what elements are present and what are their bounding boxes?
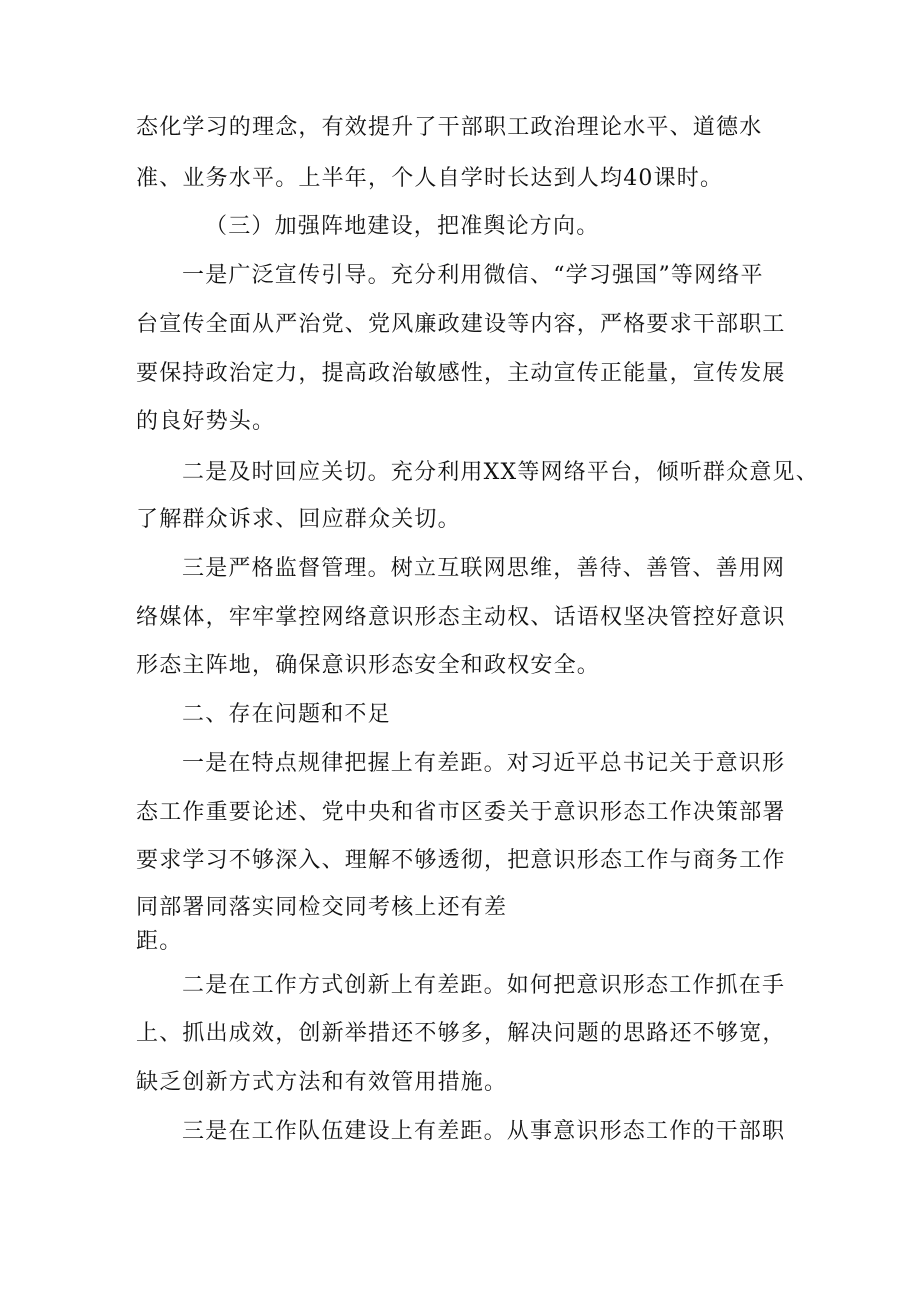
- text-line: 要保持政治定力，提高政治敏感性，主动宣传正能量，宣传发展: [136, 361, 786, 386]
- paragraph-start: 三是在工作队伍建设上有差距。从事意识形态工作的干部职: [182, 1119, 786, 1144]
- section-heading: 二、存在问题和不足: [182, 702, 391, 727]
- text-line: 态工作重要论述、党中央和省市区委关于意识形态工作决策部署: [136, 800, 786, 825]
- text-line: 上、抓出成效，创新举措还不够多，解决问题的思路还不够宽，: [136, 1021, 786, 1046]
- paragraph-start: 二是及时回应关切。充分利用XX等网络平台，倾听群众意见、: [182, 460, 819, 485]
- paragraph-start: 三是严格监督管理。树立互联网思维，善待、善管、善用网: [182, 556, 786, 581]
- text-line: 络媒体，牢牢掌控网络意识形态主动权、话语权坚决管控好意识: [136, 605, 786, 630]
- text-line: 准、业务水平。上半年，个人自学时长达到人均40课时。: [136, 166, 724, 191]
- paragraph-start: 一是广泛宣传引导。充分利用微信、“学习强国”等网络平: [182, 263, 764, 288]
- text-line: 同部署同落实同检交同考核上还有差: [136, 895, 508, 920]
- paragraph-start: 二是在工作方式创新上有差距。如何把意识形态工作抓在手: [182, 973, 786, 998]
- text-line: 台宣传全面从严治党、党风廉政建设等内容，严格要求干部职工: [136, 312, 786, 337]
- section-heading: （三）加强阵地建设，把准舆论方向。: [205, 214, 600, 239]
- text-line: 的良好势头。: [136, 409, 276, 434]
- text-line: 缺乏创新方式方法和有效管用措施。: [136, 1070, 508, 1095]
- text-line: 要求学习不够深入、理解不够透彻，把意识形态工作与商务工作: [136, 848, 786, 873]
- text-line: 形态主阵地，确保意识形态安全和政权安全。: [136, 653, 601, 678]
- text-line: 态化学习的理念，有效提升了干部职工政治理论水平、道德水: [136, 115, 763, 140]
- text-line: 了解群众诉求、回应群众关切。: [136, 507, 461, 532]
- paragraph-start: 一是在特点规律把握上有差距。对习近平总书记关于意识形: [182, 751, 786, 776]
- text-line: 距。: [136, 929, 183, 954]
